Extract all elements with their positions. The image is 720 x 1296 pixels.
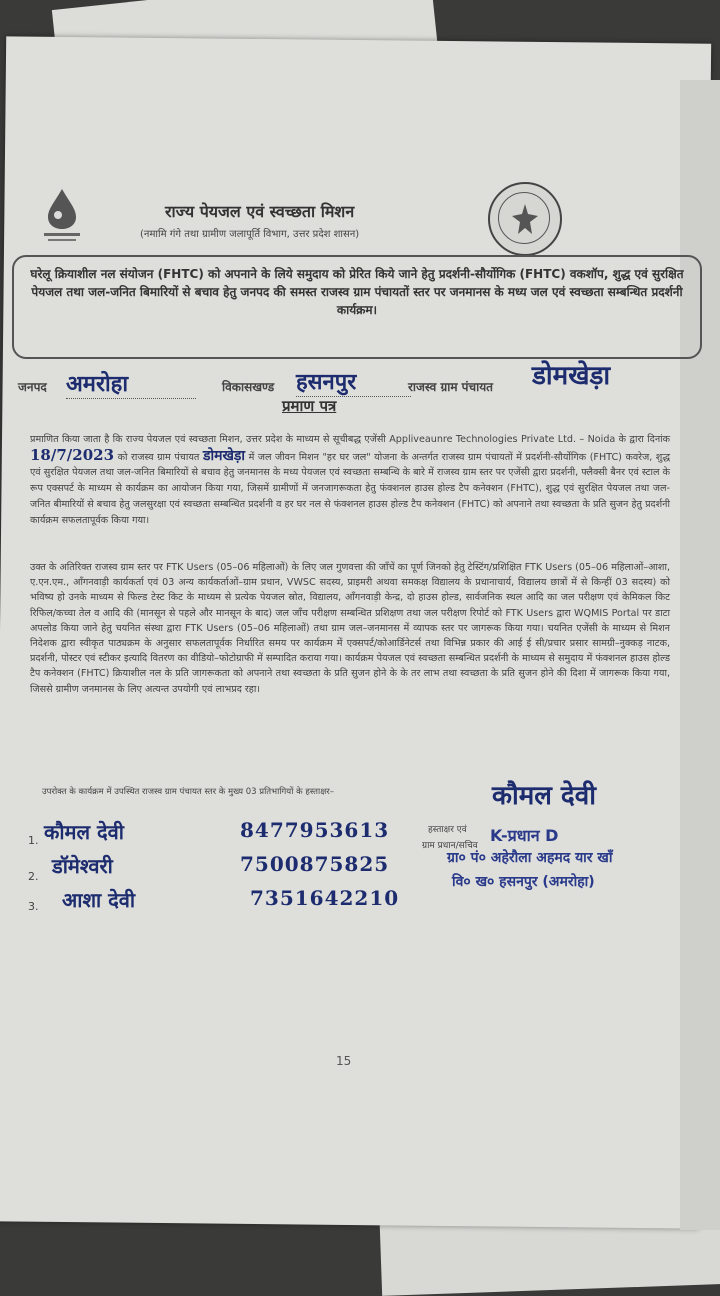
participant-2-index: 2. <box>28 870 39 883</box>
emblem-icon <box>510 202 540 236</box>
village-label: राजस्व ग्राम पंचायत <box>408 380 494 394</box>
participant-3-name: आशा देवी <box>62 888 136 912</box>
participant-1-name: कौमल देवी <box>44 820 124 844</box>
block-value: हसनपुर <box>296 366 411 397</box>
participant-3-phone: 7351642210 <box>250 886 400 910</box>
event-date: 18/7/2023 <box>30 445 115 464</box>
department-subtitle: (नमामि गंगे तथा ग्रामीण जलापूर्ति विभाग, उत्तर प्रदेश शासन) <box>140 229 360 240</box>
district-value: अमरोहा <box>66 368 196 399</box>
role-label: ग्राम प्रधान/सचिव <box>422 841 478 851</box>
certificate-title: प्रमाण पत्र <box>282 397 337 415</box>
village-value: डोमखेड़ा <box>532 361 611 391</box>
sheet-edge <box>680 80 720 1230</box>
jal-mission-logo-icon <box>34 185 90 245</box>
certification-paragraph <box>30 432 670 528</box>
sign-label: हस्ताक्षर एवं <box>428 825 467 835</box>
participant-1-phone: 8477953613 <box>240 818 390 842</box>
pradhan-signature: कौमल देवी <box>492 781 596 811</box>
participant-2-name: डॉमेश्वरी <box>52 854 113 878</box>
stamp-line-3: वि० ख० हसनपुर (अमरोहा) <box>452 874 595 890</box>
page-number: 15 <box>336 1054 352 1068</box>
participant-2-phone: 7500875825 <box>240 852 390 876</box>
up-government-seal <box>488 182 562 256</box>
training-paragraph: उक्त के अतिरिक्त राजस्व ग्राम स्तर पर FTK Users (05–06 महिलाओं) के लिए जल गुणवत्ता की जाँचें का पूर्ण जिनको हेतु टेस्टिंग/प्रशिक्षित FTK Users (05–06 महिलाओं–आशा, ए.एन.एम., आँगनवाड़ी कार्यकर्ता एवं 03 अन्य कार्यकर्ताओं–ग्राम प्रधान, VWSC सदस्य, प्राइमरी अथवा समकक्ष विद्यालय के प्रधानाचार्य, विद्यालय छात्रों में से किन्हीं 03 सदस्य) को भविष्य हो उनके माध्यम से फिल्ड टेस्ट किट के माध्यम से प्रत्येक पेयजल स्रोत, विद्यालय, आँगनवाड़ी केन्द्र, दो हाउस होल्ड, सार्वजनिक स्थल आदि का जल परीक्षण एवं केमिकल किट रिफिल/कच्चा तेल व आदि की (मानसून से पहले और मानसून के बाद) जल जाँच परीक्षण सम्बन्धित प्रशिक्षण तथा जल परीक्षण रिपोर्ट को FTK Users द्वारा WQMIS Portal पर डाटा अपलोड किया जाने हेतु चयनित संस्था द्वारा FTK Users (05–06 महिलाओं) तथा ग्राम जल–जनमानस में व्यापक स्तर पर जागरूक किया गया। चयनित एजेंसी के माध्यम से मिशन निदेशक द्वारा स्वीकृत पाठ्यक्रम के अनुसार सफलतापूर्वक निर्धारित समय पर कार्यक्रम में एक्सपर्ट/कोआर्डिनेटर्स तथा विभिन्न प्रकार की आई ई सी/प्रचार प्रसार सामग्री–नुक्कड़ नाटक, प्रदर्शनी, पोस्टर एवं स्टीकर इत्यादि वितरण का वीडियो–फोटोग्राफी में सम्पादित कराया गया। कार्यक्रम पेयजल एवं स्वच्छता सम्बन्धित प्रदर्शनी के माध्यम से समुदाय में फंक्शनल हाउस होल्ड टैप कनेक्शन (FHTC) क्रियाशील नल के प्रति जागरूकता को अपनाने तथा स्वच्छता के प्रति सुजन होने के के तर लाभ तथा स्वच्छता के प्रति सुजन होने की दिशा में जागरूक किया गया, जिससे ग्रामीण जनमानस के लिए अत्यन्त उपयोगी एवं लाभप्रद रहा। <box>30 562 670 695</box>
para1-part2: को राजस्व ग्राम पंचायत <box>117 451 200 463</box>
mission-title: राज्य पेयजल एवं स्वच्छता मिशन <box>165 202 355 221</box>
participant-3-index: 3. <box>28 900 39 913</box>
program-description-box: घरेलू क्रियाशील नल संयोजन (FHTC) को अपनाने के लिये समुदाय को प्रेरित किये जाने हेतु प्रदर्शनी-सौर्योगिक (FHTC) वकशॉप, शुद्ध एवं सुरक्षित पेयजल तथा जल-जनित बिमारियों से बचाव हेतु जनपद की समस्त राजस्व ग्राम पंचायतों स्तर पर जनमानस के मध्य जल एवं स्वच्छता सम्बन्धित प्रदर्शनी कार्यक्रम। <box>12 255 702 359</box>
para1-village: डोमखेड़ा <box>202 447 246 464</box>
stamp-line-2: ग्रा० पं० अहेरौला अहमद यार खाँ <box>447 850 613 866</box>
block-label: विकासखण्ड <box>222 380 275 394</box>
participant-1-index: 1. <box>28 834 39 847</box>
para1-part3: में जल जीवन मिशन "हर घर जल" योजना के अन्तर्गत राजस्व ग्राम पंचायतों में प्रदर्शनी-सौर्योगिक (FHTC) कवरेज, शुद्ध एवं सुरक्षित पेयजल तथा जल-जनित बिमारियों से बचाव हेतु जनमानस के मध्य पेयजल एवं स्वच्छता सम्बन्धि के बारे में राजस्व ग्राम स्तर पर एजेंसी द्वारा प्रदर्शनी, फ्लैक्सी बैनर एवं स्टाल के रूप एक्सपर्ट के माध्यम से कार्यक्रम का आयोजन किया गया, जिसमें ग्रामीणों में जनजागरूकता हेतु फंक्शनल हाउस होल्ड टैप कनेक्शन (FHTC), शुद्ध एवं सुरक्षित पेयजल तथा जल-जनित बीमारियों से बचाव हेतु जलसुरक्षा एवं स्वच्छता सम्बन्धित प्रदर्शनी व हर घर नल से फंक्शनल हाउस होल्ड टैप कनेक्शन (FHTC) को अपनाने तथा स्वच्छता के प्रति सुजन हेतु प्रदर्शनी कार्यक्रम सफलतापूर्वक किया गया। <box>30 451 670 526</box>
para1-part1: प्रमाणित किया जाता है कि राज्य पेयजल एवं स्वच्छता मिशन, उत्तर प्रदेश के माध्यम से सूचीबद्ध एजेंसी Appliveaunre Technologies Private Ltd. – Noida के द्वारा दिनांक <box>30 434 670 445</box>
signature-heading: उपरोक्त के कार्यक्रम में उपस्थित राजस्व ग्राम पंचायत स्तर के मुख्य 03 प्रतिभागियों के हस्ताक्षर– <box>42 787 335 797</box>
district-label: जनपद <box>18 380 47 394</box>
stamp-line-1: K-प्रधान D <box>490 826 559 845</box>
